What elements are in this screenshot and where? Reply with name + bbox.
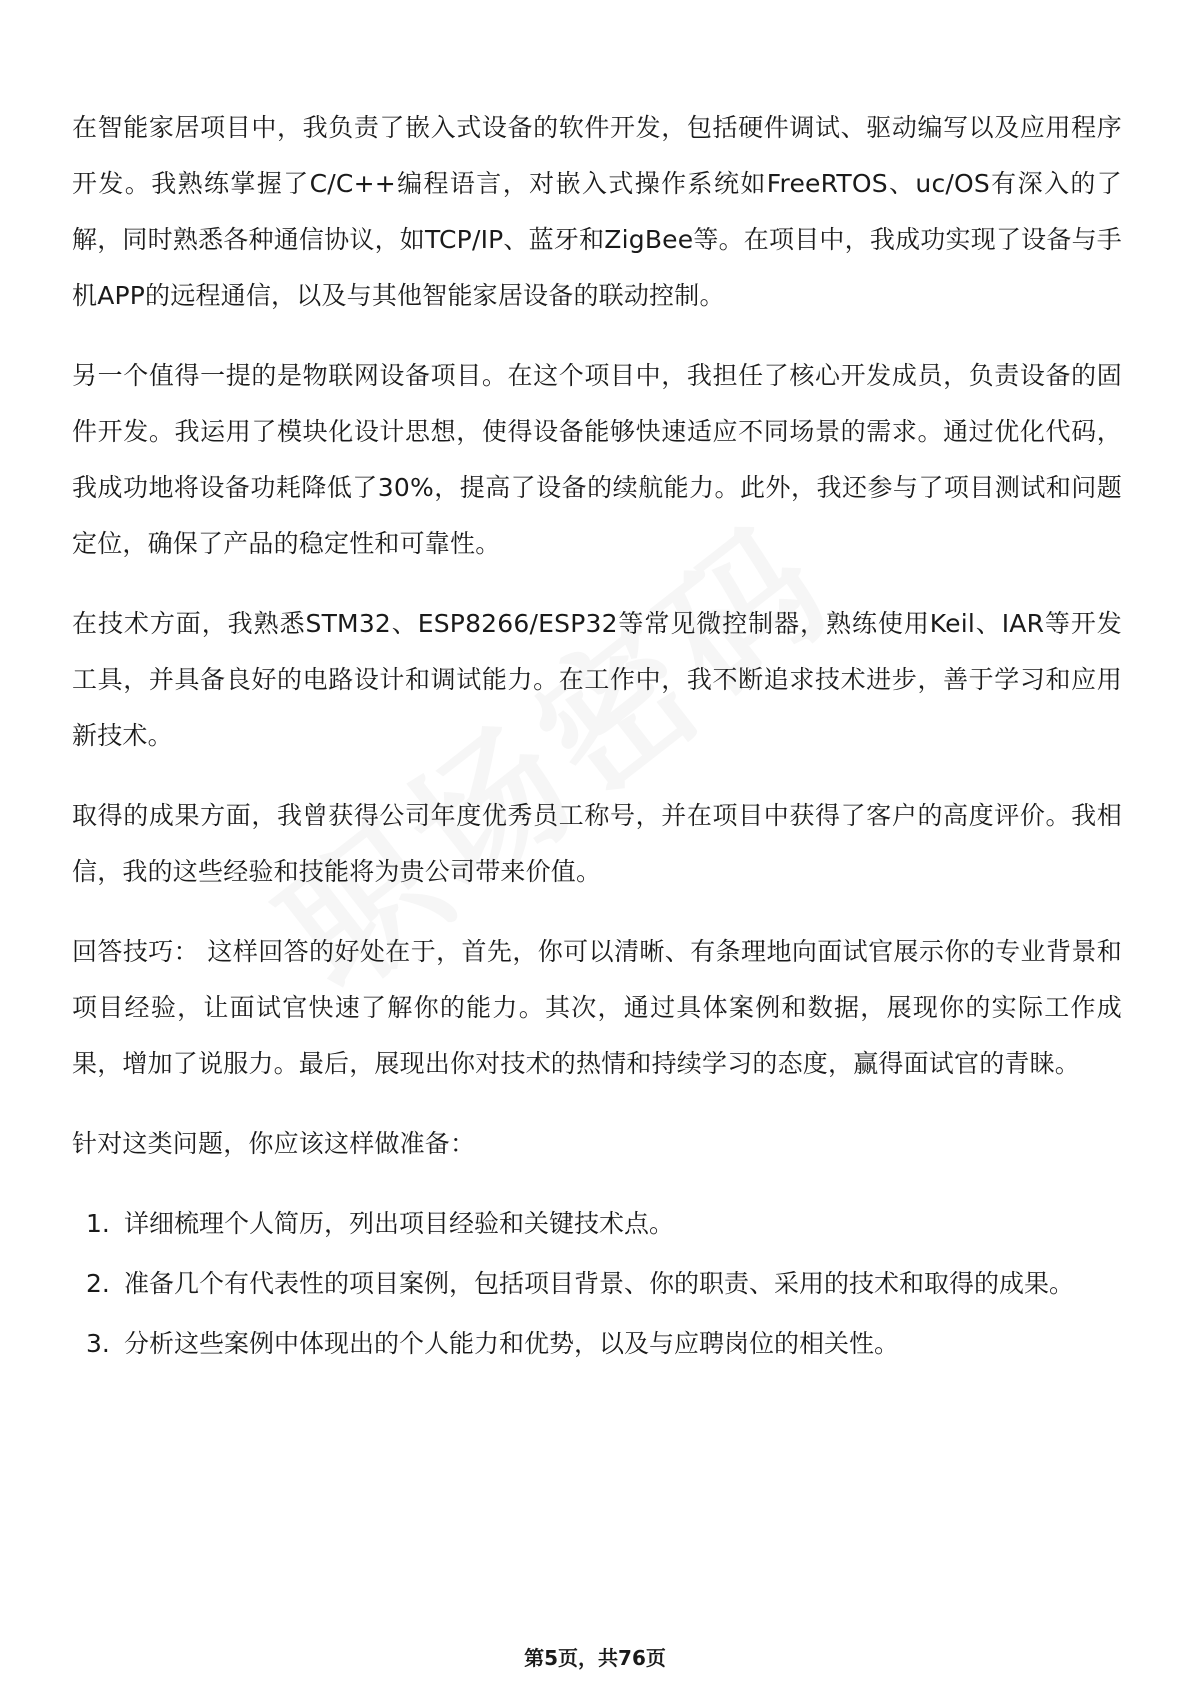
list-number: 3. bbox=[86, 1329, 110, 1358]
list-number: 1. bbox=[86, 1209, 110, 1238]
list-number: 2. bbox=[86, 1269, 110, 1298]
preparation-list bbox=[72, 1196, 1122, 1372]
paragraph-achievements: 取得的成果方面，我曾获得公司年度优秀员工称号，并在项目中获得了客户的高度评价。我相信，我的这些经验和技能将为贵公司带来价值。 bbox=[72, 801, 1122, 886]
paragraph-answer-tips: 回答技巧： 这样回答的好处在于，首先，你可以清晰、有条理地向面试官展示你的专业背景和项目经验，让面试官快速了解你的能力。其次，通过具体案例和数据，展现你的实际工作成果，增加了说服力。最后，展现出你对技术的热情和持续学习的态度，赢得面试官的青睐。 bbox=[72, 937, 1122, 1078]
page-footer: 第5页，共76页 bbox=[524, 1646, 666, 1670]
paragraph-iot-project: 另一个值得一提的是物联网设备项目。在这个项目中，我担任了核心开发成员，负责设备的固件开发。我运用了模块化设计思想，使得设备能够快速适应不同场景的需求。通过优化代码，我成功地将设备功耗降低了30%，提高了设备的续航能力。此外，我还参与了项目测试和问题定位，确保了产品的稳定性和可靠性。 bbox=[72, 361, 1122, 558]
paragraph-smart-home: 在智能家居项目中，我负责了嵌入式设备的软件开发，包括硬件调试、驱动编写以及应用程序开发。我熟练掌握了C/C++编程语言，对嵌入式操作系统如FreeRTOS、uc/OS有深入的了解，同时熟悉各种通信协议，如TCP/IP、蓝牙和ZigBee等。在项目中，我成功实现了设备与手机APP的远程通信，以及与其他智能家居设备的联动控制。 bbox=[72, 113, 1122, 310]
document-body bbox=[72, 100, 1122, 1376]
paragraph-preparation-intro: 针对这类问题，你应该这样做准备： bbox=[72, 1129, 476, 1158]
list-text: 详细梳理个人简历，列出项目经验和关键技术点。 bbox=[124, 1209, 675, 1238]
list-text: 准备几个有代表性的项目案例，包括项目背景、你的职责、采用的技术和取得的成果。 bbox=[124, 1269, 1075, 1298]
list-text: 分析这些案例中体现出的个人能力和优势，以及与应聘岗位的相关性。 bbox=[124, 1329, 900, 1358]
paragraph-technical-skills: 在技术方面，我熟悉STM32、ESP8266/ESP32等常见微控制器，熟练使用Keil、IAR等开发工具，并具备良好的电路设计和调试能力。在工作中，我不断追求技术进步，善于学习和应用新技术。 bbox=[72, 609, 1122, 750]
list-item bbox=[72, 1256, 1122, 1312]
list-item bbox=[72, 1316, 1122, 1372]
list-item bbox=[72, 1196, 1122, 1252]
